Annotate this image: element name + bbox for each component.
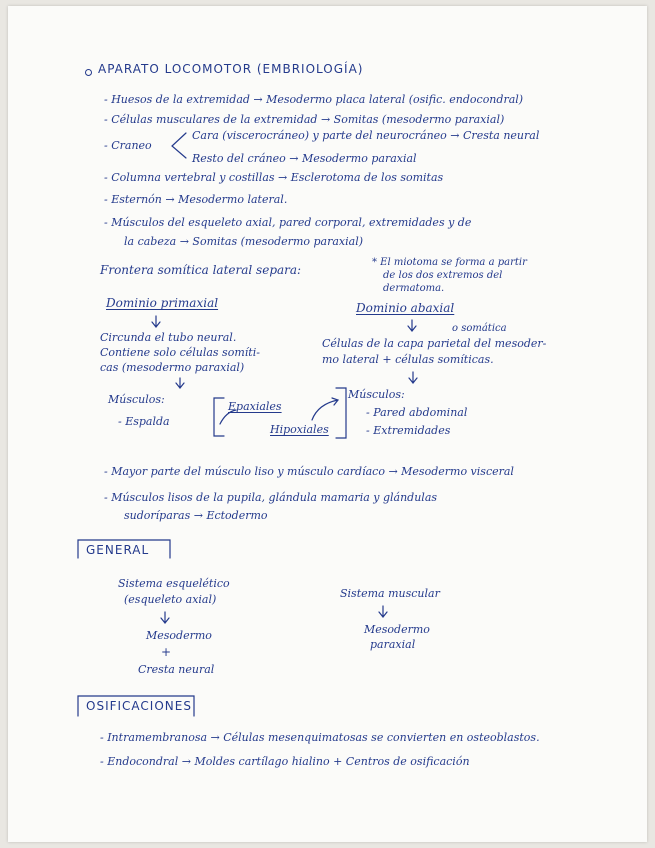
abaxial-line: Células de la capa parietal del mesoder- (322, 337, 547, 350)
abaxial-arrow (408, 320, 416, 331)
list-item-continuation: la cabeza → Somitas (mesodermo paraxial) (124, 235, 363, 248)
general-right: Sistema muscular (340, 587, 440, 600)
general-right-result: Mesodermo (364, 623, 430, 636)
primaxial-line: cas (mesodermo paraxial) (100, 361, 245, 374)
list-item: - Músculos del esqueleto axial, pared corporal, extremidades y de (104, 216, 472, 229)
general-left: Sistema esquelético (118, 577, 230, 590)
craneo-branch-1: Cara (viscerocráneo) y parte del neurocráneo → Cresta neural (192, 129, 540, 142)
list-item-continuation: sudoríparas → Ectodermo (124, 509, 268, 522)
primaxial-line: Circunda el tubo neural. (100, 331, 237, 344)
epaxiales-label: Epaxiales (228, 400, 282, 413)
abaxial-item: - Pared abdominal (366, 406, 468, 419)
general-left-result-2: Cresta neural (138, 663, 215, 676)
list-item: - Huesos de la extremidad → Mesodermo placa lateral (osific. endocondral) (104, 93, 524, 106)
frontera-text: Frontera somítica lateral separa: (100, 263, 302, 277)
osificaciones-header: OSIFICACIONES (86, 699, 192, 713)
craneo-bracket (172, 133, 186, 158)
abaxial-title: Dominio abaxial (356, 301, 455, 315)
abaxial-line: mo lateral + células somíticas. (322, 353, 494, 366)
osificacion-item: - Endocondral → Moldes cartílago hialino + Centros de osificación (100, 755, 470, 768)
abaxial-side-note: o somática (452, 323, 507, 334)
abaxial-musculos: Músculos: (348, 388, 405, 401)
primaxial-line: Contiene solo células somíti- (100, 346, 260, 359)
list-item: - Células musculares de la extremidad → Somitas (mesodermo paraxial) (104, 113, 505, 126)
abaxial-musculos-arrow (409, 372, 417, 383)
list-item: - Mayor parte del músculo liso y músculo cardíaco → Mesodermo visceral (104, 465, 514, 478)
list-item: - Músculos lisos de la pupila, glándula mamaria y glándulas (104, 491, 438, 504)
left-bracket (214, 398, 224, 436)
title-bullet (85, 69, 92, 76)
primaxial-musculos-arrow (176, 378, 184, 388)
right-bracket (336, 388, 346, 438)
note-line: de los dos extremos del (383, 270, 503, 281)
general-left: (esqueleto axial) (124, 593, 217, 606)
primaxial-item: - Espalda (118, 415, 170, 428)
general-plus: + (161, 645, 172, 659)
general-header: GENERAL (86, 543, 150, 557)
page-title: APARATO LOCOMOTOR (EMBRIOLOGÍA) (98, 62, 364, 76)
note-line: dermatoma. (383, 283, 445, 294)
list-item: - Columna vertebral y costillas → Esclerotoma de los somitas (104, 171, 444, 184)
primaxial-arrow (152, 316, 160, 327)
craneo-branch-2: Resto del cráneo → Mesodermo paraxial (192, 152, 417, 165)
hipoxial-curve (312, 398, 338, 420)
craneo-label: - Craneo (104, 139, 152, 152)
primaxial-title: Dominio primaxial (106, 296, 219, 310)
list-item: - Esternón → Mesodermo lateral. (104, 193, 288, 206)
general-right-result: paraxial (370, 638, 416, 651)
abaxial-item: - Extremidades (366, 424, 451, 437)
general-left-result: Mesodermo (146, 629, 212, 642)
general-right-arrow (379, 606, 387, 617)
osificacion-item: - Intramembranosa → Células mesenquimatosas se convierten en osteoblastos. (100, 731, 540, 744)
hipoxiales-label: Hipoxiales (270, 423, 329, 436)
note-line: * El miotoma se forma a partir (372, 257, 527, 268)
general-left-arrow (161, 612, 169, 623)
primaxial-musculos: Músculos: (108, 393, 165, 406)
